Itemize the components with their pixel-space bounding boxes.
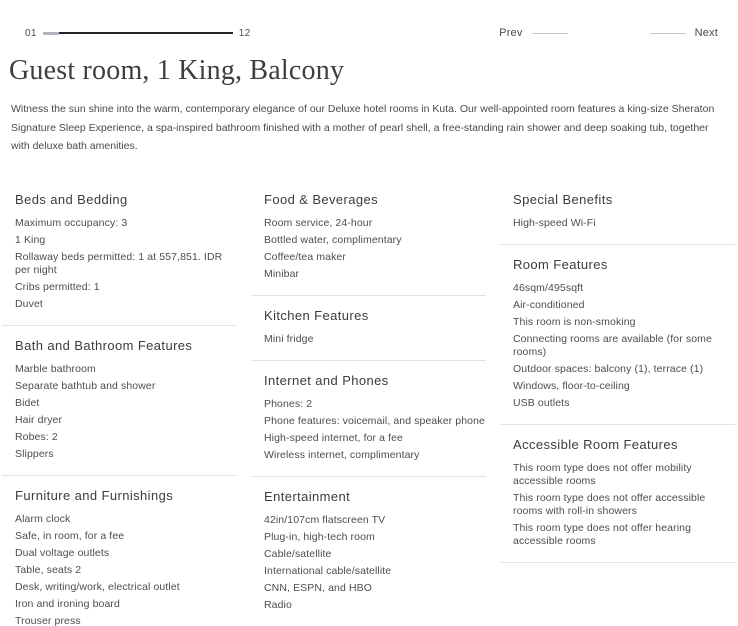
feature-item: Robes: 2 <box>15 430 58 443</box>
feature-section-heading: Furniture and Furnishings <box>15 487 174 503</box>
feature-section <box>500 245 735 425</box>
feature-item: This room is non-smoking <box>513 315 636 328</box>
feature-section <box>500 425 735 563</box>
feature-item: 1 King <box>15 233 46 246</box>
carousel-progress-fill <box>43 32 59 35</box>
feature-item: Room service, 24-hour <box>264 216 373 229</box>
feature-item: This room type does not offer mobility accessible rooms <box>513 461 692 487</box>
feature-item: Trouser press <box>15 614 81 626</box>
feature-item: This room type does not offer accessible rooms with roll-in showers <box>513 491 706 517</box>
feature-item: Bottled water, complimentary <box>264 233 402 246</box>
feature-item: Bidet <box>15 396 40 409</box>
feature-item: Iron and ironing board <box>15 597 120 610</box>
feature-item: High-speed Wi-Fi <box>513 216 596 229</box>
feature-item: Table, seats 2 <box>15 563 82 576</box>
feature-item: 42in/107cm flatscreen TV <box>264 513 386 526</box>
prev-button[interactable] <box>499 27 567 39</box>
next-line-icon <box>650 33 686 34</box>
carousel-total-pages: 12 <box>238 27 251 39</box>
feature-section-heading: Internet and Phones <box>264 372 389 388</box>
feature-section-heading: Special Benefits <box>513 191 613 207</box>
feature-item: Connecting rooms are available (for some rooms) <box>513 332 712 358</box>
feature-item: Outdoor spaces: balcony (1), terrace (1) <box>513 362 704 375</box>
feature-item: Cribs permitted: 1 <box>15 280 100 293</box>
prev-button-label: Prev <box>499 27 523 39</box>
feature-item: Rollaway beds permitted: 1 at 557,851. IDR per night <box>15 250 223 276</box>
feature-item: High-speed internet, for a fee <box>264 431 403 444</box>
feature-section-heading: Room Features <box>513 256 608 272</box>
feature-item: Cable/satellite <box>264 547 332 560</box>
feature-item: Radio <box>264 598 292 611</box>
feature-item: International cable/satellite <box>264 564 392 577</box>
feature-item: 46sqm/495sqft <box>513 281 584 294</box>
feature-section <box>2 326 237 476</box>
carousel-topbar <box>0 0 738 40</box>
feature-item: Marble bathroom <box>15 362 96 375</box>
feature-section <box>500 180 735 245</box>
next-button-label: Next <box>694 27 718 39</box>
feature-section <box>2 180 237 326</box>
carousel-pager <box>499 27 718 39</box>
feature-section-heading: Accessible Room Features <box>513 436 678 452</box>
feature-column-2 <box>251 180 486 626</box>
next-button[interactable] <box>650 27 718 39</box>
feature-section-heading: Kitchen Features <box>264 307 369 323</box>
carousel-progress-track <box>43 32 233 35</box>
feature-section <box>251 180 486 296</box>
feature-section <box>251 296 486 361</box>
feature-section-heading: Entertainment <box>264 488 351 504</box>
feature-column-1 <box>2 180 237 626</box>
carousel-current-page: 01 <box>25 27 37 39</box>
carousel-progress-indicator <box>25 28 250 39</box>
feature-section-heading: Bath and Bathroom Features <box>15 337 193 353</box>
feature-item: Wireless internet, complimentary <box>264 448 420 461</box>
feature-item: Air-conditioned <box>513 298 585 311</box>
feature-item: Coffee/tea maker <box>264 250 346 263</box>
feature-item: Separate bathtub and shower <box>15 379 156 392</box>
page-title: Guest room, 1 King, Balcony <box>9 55 345 86</box>
prev-line-icon <box>532 33 568 34</box>
carousel-progress-rest <box>59 32 233 34</box>
feature-item: Desk, writing/work, electrical outlet <box>15 580 180 593</box>
feature-section <box>251 361 486 477</box>
feature-item: Windows, floor-to-ceiling <box>513 379 630 392</box>
feature-item: Phone features: voicemail, and speaker phone <box>264 414 485 427</box>
feature-section-heading: Food & Beverages <box>264 191 379 207</box>
feature-item: Mini fridge <box>264 332 314 345</box>
feature-section <box>2 476 237 626</box>
feature-item: Plug-in, high-tech room <box>264 530 375 543</box>
feature-item: Maximum occupancy: 3 <box>15 216 128 229</box>
feature-section-heading: Beds and Bedding <box>15 191 128 207</box>
feature-column-3 <box>500 180 735 626</box>
feature-item: Phones: 2 <box>264 397 313 410</box>
room-description: Witness the sun shine into the warm, contemporary elegance of our Deluxe hotel rooms in Kuta. Our well-appointed room features a king-size Sheraton Signature Sleep Experience, a spa-inspired bathroom finished with a mother of pearl shell, a free-standing rain shower and deep soaking tub, together with deluxe bath amenities. <box>11 103 715 152</box>
feature-item: Dual voltage outlets <box>15 546 110 559</box>
feature-item: USB outlets <box>513 396 570 409</box>
feature-item: Duvet <box>15 297 43 310</box>
feature-columns <box>2 180 735 626</box>
feature-section <box>251 477 486 626</box>
feature-item: Slippers <box>15 447 54 460</box>
feature-item: CNN, ESPN, and HBO <box>264 581 372 594</box>
feature-item: Safe, in room, for a fee <box>15 529 125 542</box>
feature-item: Alarm clock <box>15 512 71 525</box>
feature-item: Hair dryer <box>15 413 63 426</box>
feature-item: Minibar <box>264 267 300 280</box>
feature-item: This room type does not offer hearing accessible rooms <box>513 521 692 547</box>
